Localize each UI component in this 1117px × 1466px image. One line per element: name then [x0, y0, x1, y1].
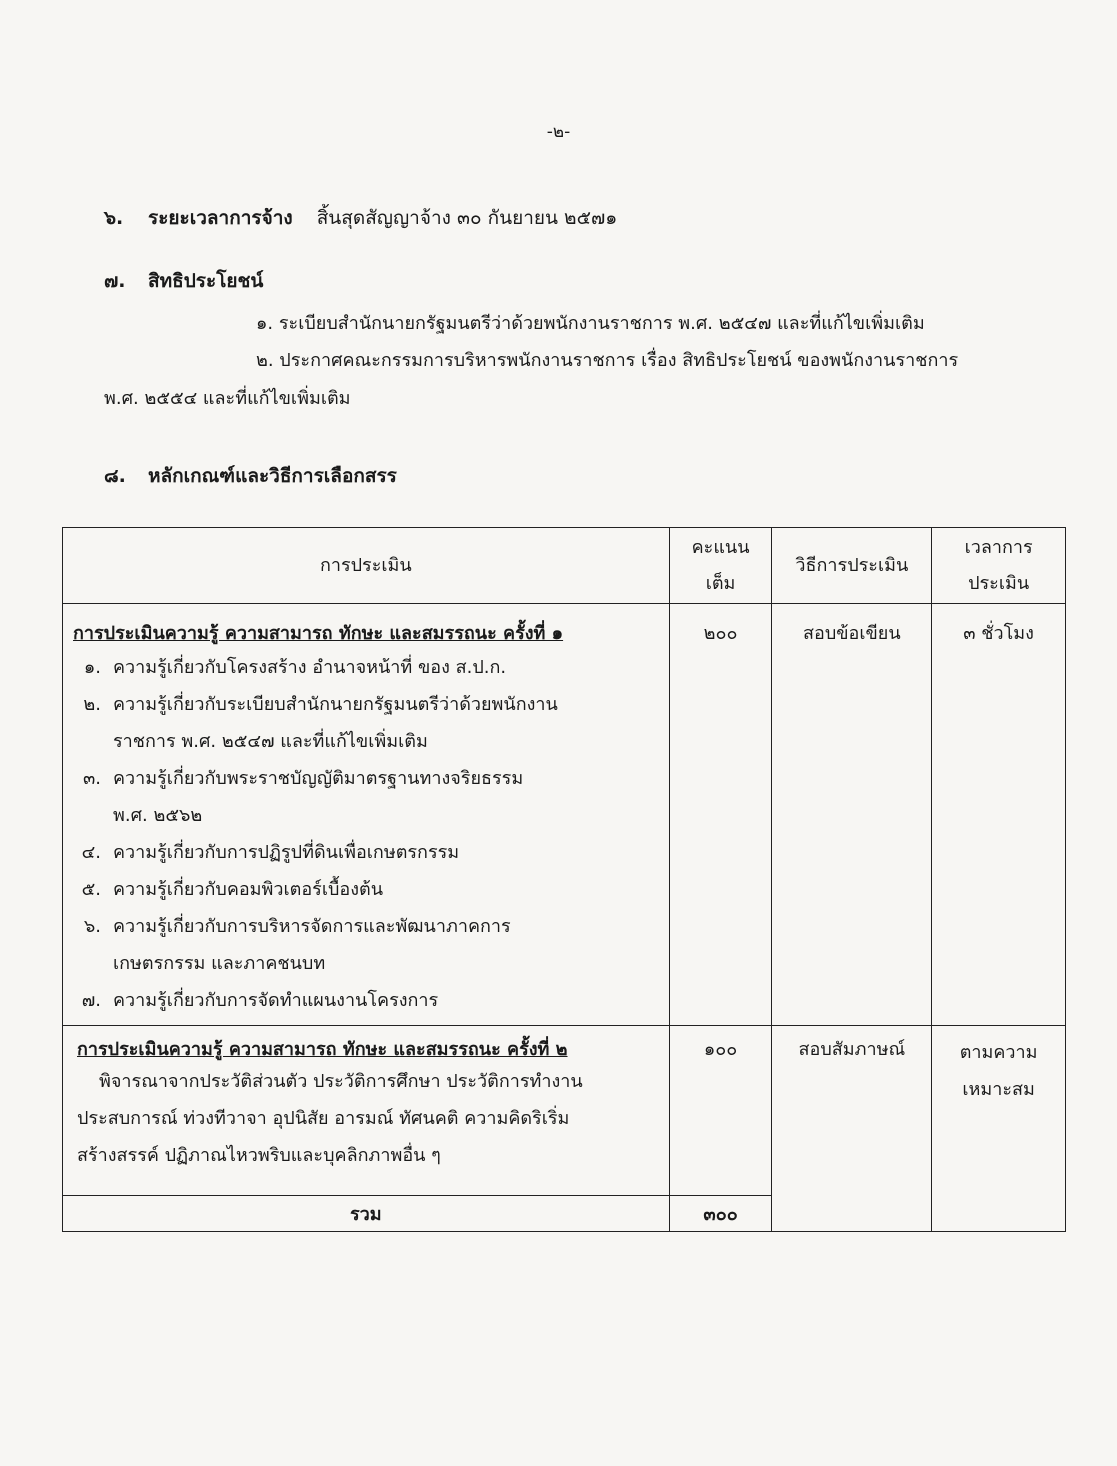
round1-time: ๓ ชั่วโมง	[963, 623, 1034, 644]
section-8-title: หลักเกณฑ์และวิธีการเลือกสรร	[148, 465, 397, 487]
header-time	[932, 528, 1066, 604]
round1-score-cell	[669, 604, 772, 1026]
benefit-item-2: ๒. ประกาศคณะกรรมการบริหารพนักงานราชการ เรื่อง สิทธิประโยชน์ ของพนักงานราชการ	[256, 350, 959, 371]
section-8	[104, 461, 397, 491]
round1-item-2-num: ๒.	[83, 694, 101, 715]
round1-item	[73, 686, 661, 760]
header-score-line2: เต็ม	[705, 572, 736, 594]
round1-item-6-line2: เกษตรกรรม และภาคชนบท	[113, 953, 326, 974]
round1-item	[73, 649, 661, 686]
section-6	[104, 203, 617, 233]
round1-item-4-text: ความรู้เกี่ยวกับการปฏิรูปที่ดินเพื่อเกษตรกรรม	[113, 842, 460, 863]
page-number: -๒-	[546, 122, 571, 142]
round1-description	[63, 604, 670, 1026]
section-8-number: ๘.	[104, 465, 126, 487]
round1-item	[73, 760, 661, 834]
round1-item-2-line2: ราชการ พ.ศ. ๒๕๔๗ และที่แก้ไขเพิ่มเติม	[113, 731, 428, 752]
round2-time-line2: เหมาะสม	[962, 1079, 1035, 1100]
total-label: รวม	[63, 1196, 670, 1232]
round1-item-3-line1: ความรู้เกี่ยวกับพระราชบัญญัติมาตรฐานทางจริยธรรม	[113, 768, 524, 789]
header-score-line1: คะแนน	[691, 536, 750, 558]
table-row-round1	[63, 604, 1066, 1026]
round2-score: ๑๐๐	[703, 1039, 738, 1060]
round1-item-3-num: ๓.	[82, 768, 101, 789]
round1-item	[73, 908, 661, 982]
round2-text-line2: ประสบการณ์ ท่วงทีวาจา อุปนิสัย อารมณ์ ทัศนคติ ความคิดริเริ่ม	[77, 1108, 570, 1129]
round1-item-5-text: ความรู้เกี่ยวกับคอมพิวเตอร์เบื้องต้น	[113, 879, 383, 900]
round2-text-line3: สร้างสรรค์ ปฏิภาณไหวพริบและบุคลิกภาพอื่น ๆ	[77, 1145, 441, 1166]
header-method: วิธีการประเมิน	[772, 528, 932, 604]
round1-item-6-num: ๖.	[83, 916, 101, 937]
section-7-number: ๗.	[104, 270, 126, 292]
round1-time-cell	[932, 604, 1066, 1026]
section-7	[104, 266, 263, 296]
benefit-item-1: ๑. ระเบียบสำนักนายกรัฐมนตรีว่าด้วยพนักงานราชการ พ.ศ. ๒๕๔๗ และที่แก้ไขเพิ่มเติม	[256, 313, 925, 334]
round1-item	[73, 982, 661, 1019]
benefit-item-2-continuation: พ.ศ. ๒๕๕๔ และที่แก้ไขเพิ่มเติม	[104, 388, 351, 409]
round1-item-7-num: ๗.	[81, 990, 101, 1011]
round1-item-5-num: ๕.	[81, 879, 101, 900]
round2-description	[63, 1026, 670, 1196]
round1-item	[73, 871, 661, 908]
round1-item	[73, 834, 661, 871]
total-score: ๓๐๐	[669, 1196, 772, 1232]
round2-method-cell	[772, 1026, 932, 1232]
section-6-title: ระยะเวลาการจ้าง	[148, 207, 293, 229]
round1-item-1-num: ๑.	[83, 657, 101, 678]
round1-item-6-line1: ความรู้เกี่ยวกับการบริหารจัดการและพัฒนาภาคการ	[113, 916, 511, 937]
section-6-number: ๖.	[104, 207, 124, 229]
round2-title: การประเมินความรู้ ความสามารถ ทักษะ และสมรรถนะ ครั้งที่ ๒	[77, 1039, 568, 1060]
round1-item-4-num: ๔.	[81, 842, 101, 863]
header-time-line1: เวลาการ	[964, 536, 1033, 558]
round2-text-line1: พิจารณาจากประวัติส่วนตัว ประวัติการศึกษา ประวัติการทำงาน	[99, 1071, 583, 1092]
round1-item-1-text: ความรู้เกี่ยวกับโครงสร้าง อำนาจหน้าที่ ของ ส.ป.ก.	[113, 657, 507, 678]
round1-item-2-line1: ความรู้เกี่ยวกับระเบียบสำนักนายกรัฐมนตรีว่าด้วยพนักงาน	[113, 694, 558, 715]
section-6-content: สิ้นสุดสัญญาจ้าง ๓๐ กันยายน ๒๕๗๑	[316, 207, 618, 229]
round1-method-cell	[772, 604, 932, 1026]
header-full-score	[669, 528, 772, 604]
table-header-row	[63, 528, 1066, 604]
round1-item-7-text: ความรู้เกี่ยวกับการจัดทำแผนงานโครงการ	[113, 990, 439, 1011]
round2-method: สอบสัมภาษณ์	[798, 1039, 906, 1060]
round1-title: การประเมินความรู้ ความสามารถ ทักษะ และสมรรถนะ ครั้งที่ ๑	[73, 623, 564, 644]
section-7-title: สิทธิประโยชน์	[148, 270, 264, 292]
round2-time-line1: ตามความ	[959, 1042, 1038, 1063]
round1-score: ๒๐๐	[703, 623, 738, 644]
header-time-line2: ประเมิน	[968, 572, 1030, 594]
table-row-round2	[63, 1026, 1066, 1196]
round1-item-3-line2: พ.ศ. ๒๕๖๒	[113, 805, 203, 826]
round2-score-cell	[669, 1026, 772, 1196]
round1-method: สอบข้อเขียน	[803, 623, 901, 644]
round2-time-cell	[932, 1026, 1066, 1232]
header-assessment: การประเมิน	[63, 528, 670, 604]
selection-criteria-table	[62, 527, 1066, 1232]
